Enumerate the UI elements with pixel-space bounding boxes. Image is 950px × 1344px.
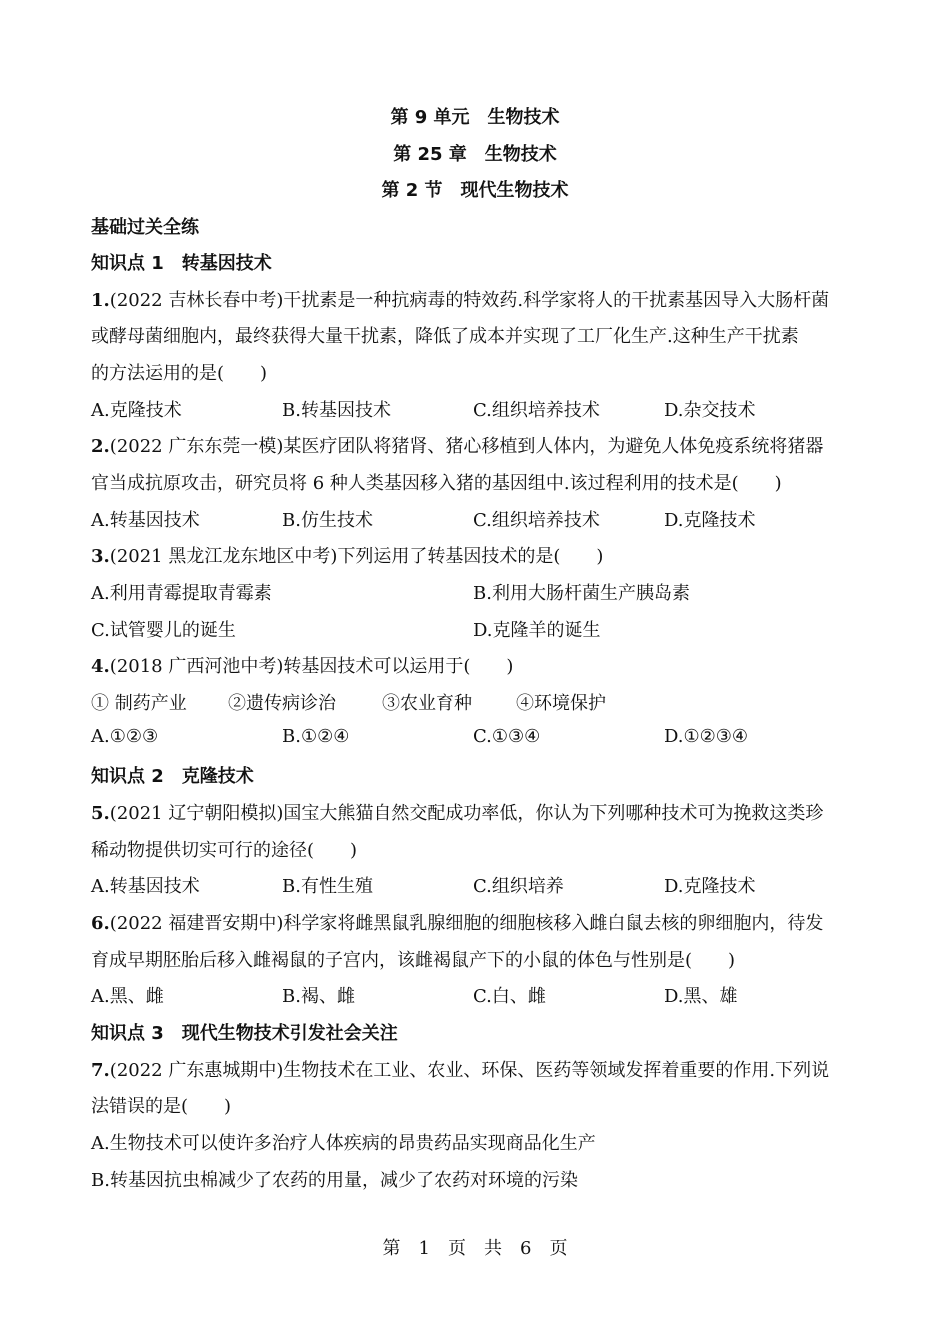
knowledge-point-3-heading: 知识点 3 现代生物技术引发社会关注 xyxy=(91,1023,398,1044)
question-2-option-b: B.仿生技术 xyxy=(282,510,373,531)
section-title: 第 2 节 现代生物技术 xyxy=(381,180,569,201)
question-2-option-d: D.克隆技术 xyxy=(664,510,756,531)
question-3-option-b: B.利用大肠杆菌生产胰岛素 xyxy=(473,583,690,604)
question-5-line-2: 稀动物提供切实可行的途径( ) xyxy=(91,840,358,861)
question-3-line-1: 3.(2021 黑龙江龙东地区中考)下列运用了转基因技术的是( ) xyxy=(91,546,604,567)
question-1-line-1: 1.(2022 吉林长春中考)干扰素是一种抗病毒的特效药.科学家将人的干扰素基因导入大肠杆菌 xyxy=(91,290,830,311)
question-2-option-c: C.组织培养技术 xyxy=(473,510,600,531)
question-6-line-1: 6.(2022 福建晋安期中)科学家将雌黑鼠乳腺细胞的细胞核移入雌白鼠去核的卵细胞内，待发 xyxy=(91,913,824,934)
question-4-option-c: C.①③④ xyxy=(473,726,541,747)
practice-heading: 基础过关全练 xyxy=(91,217,199,238)
question-4-option-d: D.①②③④ xyxy=(664,726,749,747)
question-4-item-2: ②遗传病诊治 xyxy=(228,693,336,714)
question-2-line-1: 2.(2022 广东东莞一模)某医疗团队将猪肾、猪心移植到人体内，为避免人体免疫系统将猪器 xyxy=(91,436,824,457)
question-6-option-b: B.褐、雌 xyxy=(282,986,355,1007)
chapter-title: 第 25 章 生物技术 xyxy=(393,144,557,165)
question-4-line-1: 4.(2018 广西河池中考)转基因技术可以运用于( ) xyxy=(91,656,514,677)
question-5-option-a: A.转基因技术 xyxy=(91,876,200,897)
question-1-line-3: 的方法运用的是( ) xyxy=(91,363,268,384)
question-3-option-d: D.克隆羊的诞生 xyxy=(473,620,601,641)
question-6-option-d: D.黑、雄 xyxy=(664,986,738,1007)
question-4-item-3: ③农业育种 xyxy=(382,693,472,714)
question-1-option-c: C.组织培养技术 xyxy=(473,400,600,421)
question-4-option-a: A.①②③ xyxy=(91,726,159,747)
knowledge-point-2-heading: 知识点 2 克隆技术 xyxy=(91,766,254,787)
question-1-option-b: B.转基因技术 xyxy=(282,400,391,421)
knowledge-point-1-heading: 知识点 1 转基因技术 xyxy=(91,253,272,274)
question-6-option-c: C.白、雌 xyxy=(473,986,546,1007)
question-2-option-a: A.转基因技术 xyxy=(91,510,200,531)
question-6-option-a: A.黑、雌 xyxy=(91,986,164,1007)
question-7-line-1: 7.(2022 广东惠城期中)生物技术在工业、农业、环保、医药等领域发挥着重要的作用.下列说 xyxy=(91,1060,830,1081)
question-3-option-a: A.利用青霉提取青霉素 xyxy=(91,583,272,604)
question-5-option-c: C.组织培养 xyxy=(473,876,564,897)
question-1-option-d: D.杂交技术 xyxy=(664,400,756,421)
question-6-line-2: 育成早期胚胎后移入雌褐鼠的子宫内，该雌褐鼠产下的小鼠的体色与性别是( ) xyxy=(91,950,736,971)
question-1-line-2: 或酵母菌细胞内，最终获得大量干扰素，降低了成本并实现了工厂化生产.这种生产干扰素 xyxy=(91,326,799,347)
question-4-item-4: ④环境保护 xyxy=(516,693,606,714)
question-4-item-1: ① 制药产业 xyxy=(91,693,187,714)
question-7-option-b: B.转基因抗虫棉减少了农药的用量，减少了农药对环境的污染 xyxy=(91,1170,578,1191)
question-4-option-b: B.①②④ xyxy=(282,726,350,747)
question-2-line-2: 官当成抗原攻击，研究员将 6 种人类基因移入猪的基因组中.该过程利用的技术是( ) xyxy=(91,473,782,494)
question-1-option-a: A.克隆技术 xyxy=(91,400,182,421)
question-3-option-c: C.试管婴儿的诞生 xyxy=(91,620,236,641)
page-footer: 第 1 页 共 6 页 xyxy=(382,1238,568,1259)
unit-title: 第 9 单元 生物技术 xyxy=(390,107,560,128)
question-5-option-b: B.有性生殖 xyxy=(282,876,373,897)
question-7-line-2: 法错误的是( ) xyxy=(91,1096,232,1117)
question-7-option-a: A.生物技术可以使许多治疗人体疾病的昂贵药品实现商品化生产 xyxy=(91,1133,596,1154)
question-5-line-1: 5.(2021 辽宁朝阳模拟)国宝大熊猫自然交配成功率低，你认为下列哪种技术可为挽救这类珍 xyxy=(91,803,824,824)
question-5-option-d: D.克隆技术 xyxy=(664,876,756,897)
